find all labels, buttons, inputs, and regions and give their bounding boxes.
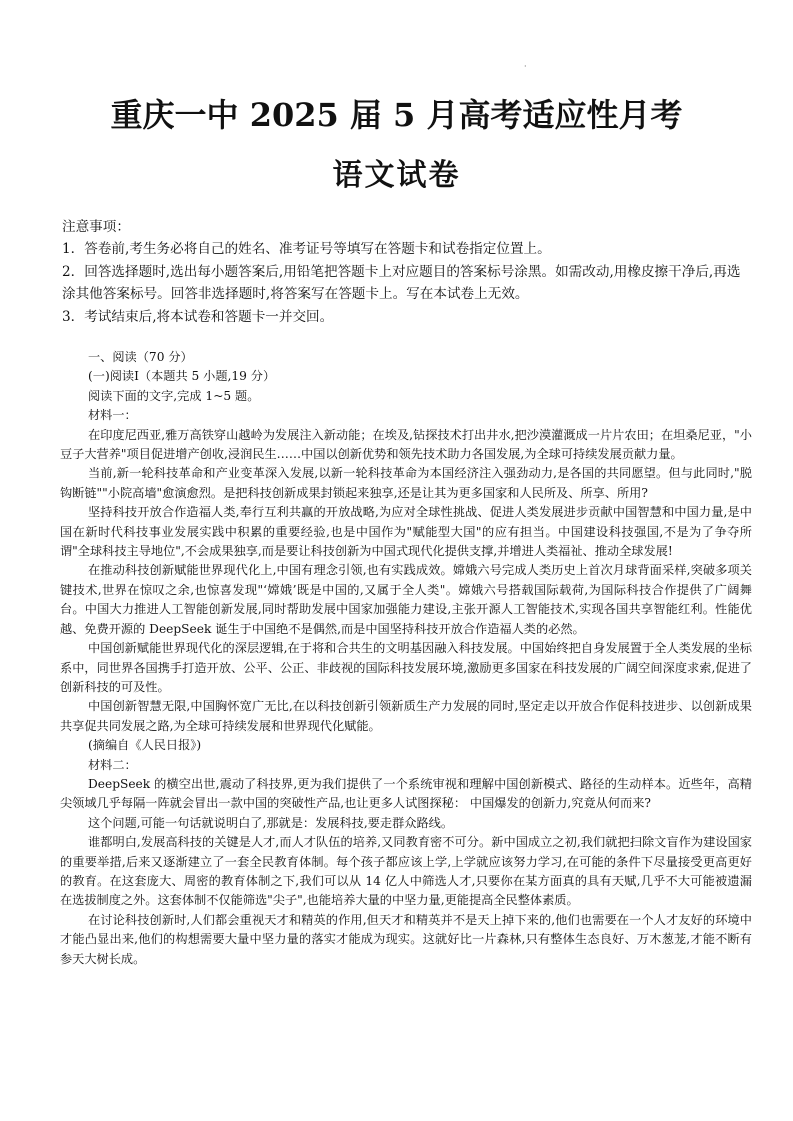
reading-section — [60, 348, 752, 969]
instructions-block — [62, 216, 752, 328]
exam-subtitle: 语文试卷 — [332, 158, 461, 193]
instruction-item: 2．回答选择题时,选出每小题答案后,用铅笔把答题卡上对应题目的答案标号涂黑。如需改动,用橡皮擦干净后,再选涂其他答案标号。回答非选择题时,将答案写在答题卡上。写在本试卷上无效。 — [62, 263, 741, 303]
material-one-label: 材料一： — [88, 408, 137, 423]
material-two-paragraph: 这个问题,可能一句话就说明白了,那就是：发展科技,要走群众路线。 — [88, 815, 454, 830]
material-one-paragraph: 中国创新智慧无限,中国胸怀宽广无比,在以科技创新引领新质生产力发展的同时,坚定走以开放合作促科技进步、以创新成果共享促共同发展之路,为全球可持续发展和世界现代化赋能。 — [60, 699, 752, 733]
section-subpart-heading: (一)阅读Ⅰ（本题共 5 小题,19 分） — [88, 369, 276, 384]
scan-dot: · — [524, 62, 527, 71]
material-one-paragraph: 当前,新一轮科技革命和产业变革深入发展,以新一轮科技革命为本国经济注入强劲动力,是各国的共同愿望。但与此同时,"脱钩断链""小院高墙"愈演愈烈。是把科技创新成果封锁起来独享,还是让其为更多国家和人民所及、所享、所用? — [60, 466, 752, 500]
material-one-paragraph: 在印度尼西亚,雅万高铁穿山越岭为发展注入新动能；在埃及,钻探技术打出井水,把沙漠灌溉成一片片农田；在坦桑尼亚，"小豆子大营养"项目促进增产创收,浸润民生……中国以创新优势和领先技术助力各国发展,为全球可持续发展贡献力量。 — [60, 427, 752, 462]
instructions-heading: 注意事项： — [62, 219, 130, 235]
material-one-paragraph: 坚持科技开放合作造福人类,奉行互利共赢的开放战略,为应对全球性挑战、促进人类发展进步贡献中国智慧和中国力量,是中国在新时代科技事业发展实践中积累的重要经验,也是中国作为"赋能型大国"的应有担当。中国建设科技强国,不是为了争夺所谓"全球科技主导地位",不会成果独享,而是要让科技创新为中国式现代化提供支撑,并增进人类福祉、推动全球发展! — [60, 505, 752, 559]
instruction-item: 3．考试结束后,将本试卷和答题卡一并交回。 — [62, 308, 334, 325]
material-two-paragraph: DeepSeek 的横空出世,震动了科技界,更为我们提供了一个系统审视和理解中国创新模式、路径的生动样本。近些年，高精尖领域几乎每隔一阵就会冒出一款中国的突破性产品,也让更多人试图探秘： 中国爆发的创新力,究竟从何而来? — [60, 776, 752, 811]
section-part-heading: 一、阅读（70 分） — [88, 350, 193, 364]
material-two-paragraph: 谁都明白,发展高科技的关键是人才,而人才队伍的培养,又同教育密不可分。新中国成立之初,我们就把扫除文盲作为建设国家的重要举措,后来又逐渐建立了一套全民教育体制。每个孩子都应该上学,上学就应该努力学习,在可能的条件下尽量接受更高更好的教育。在这套庞大、周密的教育体制之下,我们可以从 14 亿人中筛选人才,只要你在某方面真的具有天赋,几乎不大可能被遗漏在选拔制度之外。这套体制不仅能筛选"尖子",也能培养大量的中坚力量,更能提高全民整体素质。 — [60, 835, 752, 908]
material-two-paragraph: 在讨论科技创新时,人们都会重视天才和精英的作用,但天才和精英并不是天上掉下来的,他们也需要在一个人才友好的环境中才能凸显出来,他们的构想需要大量中坚力量的落实才能成为现实。这就好比一片森林,只有整体生态良好、万木葱茏,才能不断有参天大树长成。 — [60, 912, 752, 966]
section-instruction: 阅读下面的文字,完成 1~5 题。 — [88, 388, 260, 403]
material-two-label: 材料二： — [88, 757, 137, 772]
material-one-source: (摘编自《人民日报》) — [88, 738, 202, 753]
material-one-paragraph: 在推动科技创新赋能世界现代化上,中国有理念引领,也有实践成效。嫦娥六号完成人类历史上首次月球背面采样,突破多项关键技术,世界在惊叹之余,也惊喜发现"‘嫦娥’既是中国的,又属于全人类"。嫦娥六号搭载国际载荷,为国际科技合作提供了广阔舞台。中国大力推进人工智能创新发展,同时帮助发展中国家加强能力建设,主张开源人工智能技术,实现各国共享智能红利。性能优越、免费开源的 DeepSeek 诞生于中国绝不是偶然,而是中国坚持科技开放合作造福人类的必然。 — [60, 563, 752, 636]
instruction-item: 1．答卷前,考生务必将自己的姓名、准考证号等填写在答题卡和试卷指定位置上。 — [62, 241, 551, 258]
exam-title: 重庆一中 2025 届 5 月高考适应性月考 — [110, 96, 683, 134]
material-one-paragraph: 中国创新赋能世界现代化的深层逻辑,在于将和合共生的文明基因融入科技发展。中国始终把自身发展置于全人类发展的坐标系中，同世界各国携手打造开放、公平、公正、非歧视的国际科技发展环境,激励更多国家在科技发展的广阔空间深度求索,促进了创新科技的可及性。 — [60, 641, 752, 694]
